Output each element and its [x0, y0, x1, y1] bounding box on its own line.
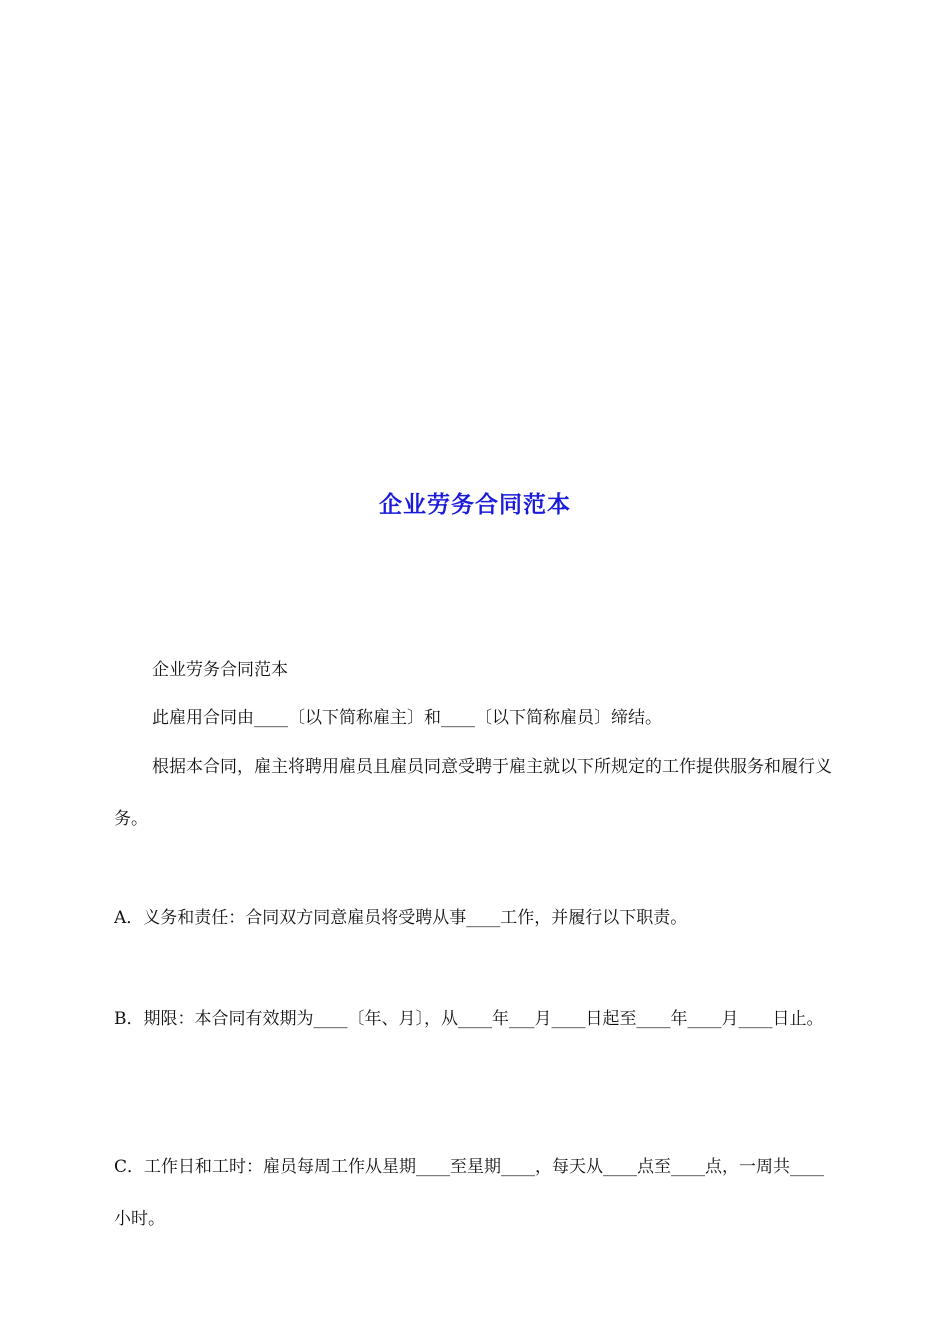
clause-b-term: B．期限：本合同有效期为____〔年、月〕，从____年___月____日起至____年____月____日止。	[114, 1009, 824, 1029]
paragraph-heading-repeat: 企业劳务合同范本	[152, 660, 288, 680]
paragraph-intro: 此雇用合同由____〔以下简称雇主〕和____〔以下简称雇员〕缔结。	[152, 708, 662, 728]
clause-c-working-hours: C．工作日和工时：雇员每周工作从星期____至星期____，每天从____点至____点，一周共____小时。	[114, 1157, 825, 1229]
clause-a-duties: A．义务和责任：合同双方同意雇员将受聘从事____工作，并履行以下职责。	[114, 908, 688, 928]
paragraph-basis: 根据本合同，雇主将聘用雇员且雇员同意受聘于雇主就以下所规定的工作提供服务和履行义务。	[114, 757, 832, 829]
document-title: 企业劳务合同范本	[379, 492, 571, 518]
